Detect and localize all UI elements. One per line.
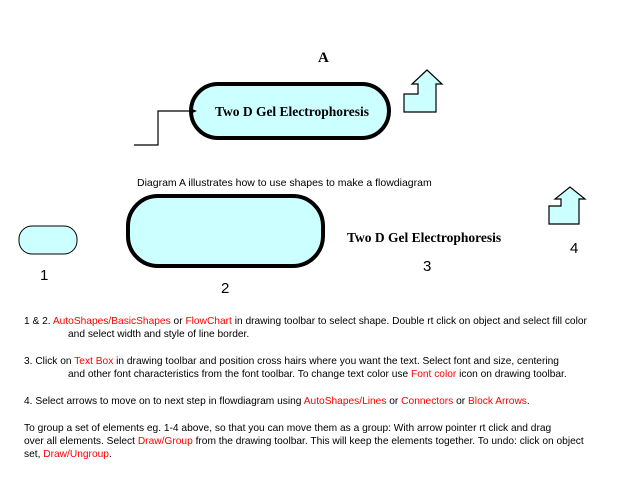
terminator-label: Two D Gel Electrophoresis [214, 104, 370, 119]
instruction-step-4: 4. Select arrows to move on to next step in flowdiagram using AutoShapes/Lines or Connectors or Block Arrows. [24, 396, 530, 407]
text-box-link: Text Box [74, 356, 114, 367]
autoshapes-basicshapes-link: AutoShapes/BasicShapes [52, 316, 171, 327]
draw-group-link: Draw/Group [137, 436, 193, 447]
font-color-link: Font color [410, 369, 457, 380]
free-text-label[interactable]: Two D Gel Electrophoresis [347, 230, 502, 245]
connectors-link: Connectors [401, 396, 454, 407]
instruction-step-1-2: 1 & 2. AutoShapes/BasicShapes or FlowChart in drawing toolbar to select shape. Double rt click on object and select fill color and select width and style of line border. [24, 316, 587, 340]
instruction-grouping: To group a set of elements eg. 1-4 above, so that you can move them as a group: With arrow pointer rt click and drag over all elements. Select Draw/Group from the drawing toolbar. This will keep the elements together. To undo: click on object set, Draw/Ungroup. [24, 423, 584, 460]
large-terminator-shape-2[interactable] [128, 196, 323, 266]
diagram-caption: Diagram A illustrates how to use shapes to make a flowdiagram [137, 177, 432, 189]
small-terminator-shape-1[interactable] [19, 226, 77, 254]
diagram-title: A [318, 50, 329, 66]
step-number-4: 4 [570, 240, 579, 257]
step-number-2: 2 [221, 280, 230, 297]
bent-up-block-arrow-4[interactable] [549, 187, 585, 224]
draw-ungroup-link: Draw/Ungroup [43, 449, 109, 460]
autoshapes-lines-link: AutoShapes/Lines [303, 396, 387, 407]
elbow-connector-arrow[interactable] [134, 111, 195, 145]
step-number-1: 1 [40, 267, 49, 284]
step-number-3: 3 [423, 258, 432, 275]
instruction-step-3: 3. Click on Text Box in drawing toolbar and position cross hairs where you want the text. Select font and size, centering and other font characteristics from the font toolbar. To change text color use Font color icon on drawing toolbar. [24, 356, 567, 380]
block-arrows-link: Block Arrows [468, 396, 527, 407]
instructions-block [24, 315, 629, 475]
bent-up-block-arrow-top[interactable] [404, 70, 442, 112]
flowchart-link: FlowChart [185, 316, 232, 327]
